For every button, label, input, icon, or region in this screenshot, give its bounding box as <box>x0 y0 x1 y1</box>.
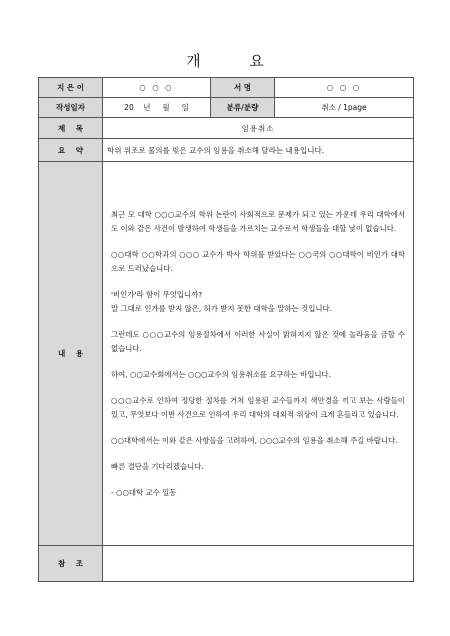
category-label: 분류/분량 <box>211 98 275 118</box>
date-value: 20 년 월 일 <box>103 98 211 118</box>
content-paragraph: '비인가'라 함이 무엇입니까? 말 그대로 인가를 받지 않은, 허가 받지 못한 대학을 말하는 것입니다. <box>111 289 332 313</box>
content-paragraph: 빠른 결단을 기다리겠습니다. <box>111 461 204 471</box>
submitter-label: 지 은 이 <box>39 78 103 98</box>
content-paragraph: 최근 모 대학 ○○○교수의 학위 논란이 사회적으로 문제가 되고 있는 가운데 우리 대학에서도 이와 같은 사건이 발생하여 학생들을 가르치는 교수로서 학생들을 대할 낯이 없습니다. <box>111 209 405 233</box>
signature-value: ○ ○ ○ <box>275 78 414 98</box>
submitter-value: ○ ○ ○ <box>103 78 211 98</box>
content-paragraph: 그런데도 ○○○교수의 임용절차에서 이러한 사실이 밝혀지지 않은 것에 놀라움을 금할 수 없습니다. <box>111 329 405 353</box>
category-value: 취소 / 1page <box>275 98 414 118</box>
content-paragraph: ○○대학 ○○학과의 ○○○ 교수가 박사 학위를 받았다는 ○○국의 ○○대학이 비인가 대학으로 드러났습니다. <box>111 249 405 273</box>
content-paragraph: - ○○대학 교수 일동 <box>111 487 177 497</box>
content-body <box>107 208 409 500</box>
reference-value <box>103 546 414 582</box>
document-title: 개 요 <box>186 52 286 70</box>
content-paragraph: ○○대학에서는 이와 같은 사항들을 고려하여, ○○○교수의 임용을 취소해 주길 바랍니다. <box>111 435 398 445</box>
summary-label: 요 약 <box>39 139 103 162</box>
signature-label: 서 명 <box>211 78 275 98</box>
content-paragraph: 하여, ○○교수회에서는 ○○○교수의 임용취소를 요구하는 바입니다. <box>111 369 332 379</box>
reference-label: 참 조 <box>39 546 103 582</box>
content-label: 내 용 <box>39 162 103 546</box>
subject-label: 제 목 <box>39 118 103 139</box>
date-label: 작성일자 <box>39 98 103 118</box>
content-cell <box>103 162 414 546</box>
summary-form-table <box>38 77 414 582</box>
subject-value: 임용취소 <box>103 118 414 139</box>
content-paragraph: ○○○교수로 인하여 정당한 절차를 거쳐 임용된 교수들까지 색안경을 끼고 보는 사람들이 있고, 무엇보다 이번 사건으로 인하여 우리 대학의 대외적 위상이 크게 흔들리고 있습니다. <box>111 395 405 419</box>
summary-value: 학위 위조로 물의를 빚은 교수의 임용을 취소해 달라는 내용입니다. <box>103 139 414 162</box>
